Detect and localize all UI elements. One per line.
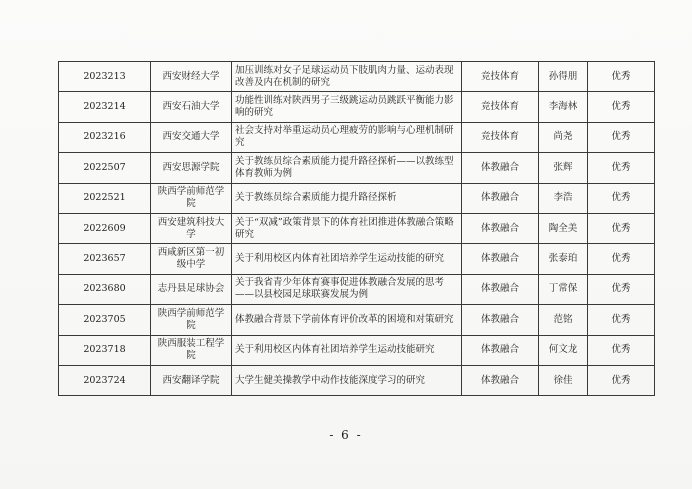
results-table <box>58 61 655 396</box>
grade-cell: 优秀 <box>588 274 655 304</box>
project-id-cell: 2023705 <box>59 305 151 335</box>
category-cell: 竞技体育 <box>462 92 539 122</box>
results-table-body <box>59 62 655 396</box>
grade-cell: 优秀 <box>588 153 655 183</box>
organization-cell: 西安石油大学 <box>151 92 232 122</box>
researcher-cell: 李浩 <box>539 183 588 213</box>
table-row <box>59 274 655 304</box>
table-row <box>59 62 655 92</box>
grade-cell: 优秀 <box>588 62 655 92</box>
researcher-cell: 李海林 <box>539 92 588 122</box>
category-cell: 体教融合 <box>462 274 539 304</box>
grade-cell: 优秀 <box>588 335 655 365</box>
project-id-cell: 2022521 <box>59 183 151 213</box>
category-cell: 体教融合 <box>462 213 539 243</box>
grade-cell: 优秀 <box>588 365 655 395</box>
project-id-cell: 2022507 <box>59 153 151 183</box>
organization-cell: 西安交通大学 <box>151 122 232 152</box>
category-cell: 体教融合 <box>462 305 539 335</box>
project-id-cell: 2023213 <box>59 62 151 92</box>
project-title-cell: 功能性训练对陕西男子三级跳运动员跳跃平衡能力影响的研究 <box>232 92 462 122</box>
category-cell: 体教融合 <box>462 244 539 274</box>
organization-cell: 西安翻译学院 <box>151 365 232 395</box>
organization-cell: 西咸新区第一初级中学 <box>151 244 232 274</box>
researcher-cell: 张辉 <box>539 153 588 183</box>
grade-cell: 优秀 <box>588 183 655 213</box>
grade-cell: 优秀 <box>588 244 655 274</box>
project-id-cell: 2023680 <box>59 274 151 304</box>
project-title-cell: 大学生健美操教学中动作技能深度学习的研究 <box>232 365 462 395</box>
researcher-cell: 张泰珀 <box>539 244 588 274</box>
category-cell: 体教融合 <box>462 365 539 395</box>
project-id-cell: 2023216 <box>59 122 151 152</box>
category-cell: 竞技体育 <box>462 62 539 92</box>
category-cell: 竞技体育 <box>462 122 539 152</box>
table-row <box>59 92 655 122</box>
category-cell: 体教融合 <box>462 153 539 183</box>
project-id-cell: 2023718 <box>59 335 151 365</box>
project-title-cell: 关于我省青少年体育赛事促进体教融合发展的思考——以县校园足球联赛发展为例 <box>232 274 462 304</box>
project-title-cell: 关于利用校区内体育社团培养学生运动技能的研究 <box>232 244 462 274</box>
project-title-cell: 加压训练对女子足球运动员下肢肌肉力量、运动表现改善及内在机制的研究 <box>232 62 462 92</box>
grade-cell: 优秀 <box>588 213 655 243</box>
grade-cell: 优秀 <box>588 305 655 335</box>
project-id-cell: 2023657 <box>59 244 151 274</box>
category-cell: 体教融合 <box>462 183 539 213</box>
researcher-cell: 丁常保 <box>539 274 588 304</box>
table-row <box>59 365 655 395</box>
project-id-cell: 2023214 <box>59 92 151 122</box>
project-title-cell: 关于教练员综合素质能力提升路径探析 <box>232 183 462 213</box>
category-cell: 体教融合 <box>462 335 539 365</box>
organization-cell: 陕西服装工程学院 <box>151 335 232 365</box>
table-row <box>59 335 655 365</box>
project-id-cell: 2022609 <box>59 213 151 243</box>
project-id-cell: 2023724 <box>59 365 151 395</box>
researcher-cell: 范铭 <box>539 305 588 335</box>
organization-cell: 西安财经大学 <box>151 62 232 92</box>
researcher-cell: 徐佳 <box>539 365 588 395</box>
researcher-cell: 孙得朋 <box>539 62 588 92</box>
project-title-cell: 关于教练员综合素质能力提升路径探析——以教练型体育教师为例 <box>232 153 462 183</box>
organization-cell: 西安建筑科技大学 <box>151 213 232 243</box>
table-row <box>59 244 655 274</box>
project-title-cell: 关于利用校区内体育社团培养学生运动技能研究 <box>232 335 462 365</box>
organization-cell: 志丹县足球协会 <box>151 274 232 304</box>
table-row <box>59 122 655 152</box>
grade-cell: 优秀 <box>588 122 655 152</box>
table-row <box>59 153 655 183</box>
grade-cell: 优秀 <box>588 92 655 122</box>
researcher-cell: 何文龙 <box>539 335 588 365</box>
table-row <box>59 183 655 213</box>
page-number: - 6 - <box>329 428 363 442</box>
organization-cell: 陕西学前师范学院 <box>151 305 232 335</box>
table-row <box>59 305 655 335</box>
researcher-cell: 陶全美 <box>539 213 588 243</box>
project-title-cell: 社会支持对举重运动员心理疲劳的影响与心理机制研究 <box>232 122 462 152</box>
organization-cell: 西安思源学院 <box>151 153 232 183</box>
table-row <box>59 213 655 243</box>
project-title-cell: 体教融合背景下学前体育评价改革的困境和对策研究 <box>232 305 462 335</box>
researcher-cell: 尚尧 <box>539 122 588 152</box>
organization-cell: 陕西学前师范学院 <box>151 183 232 213</box>
project-title-cell: 关于“双减”政策背景下的体育社团推进体教融合策略研究 <box>232 213 462 243</box>
